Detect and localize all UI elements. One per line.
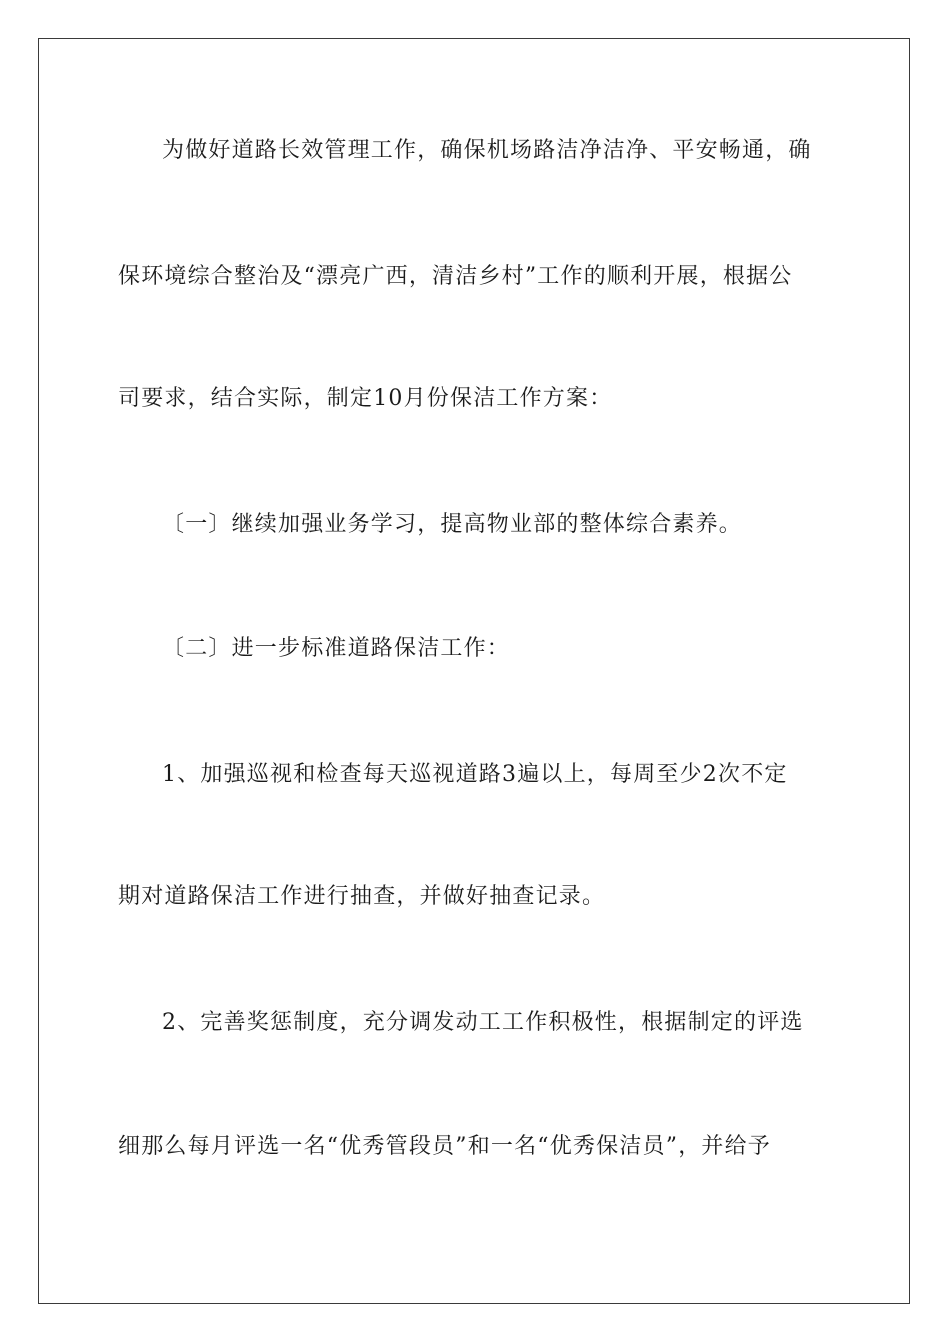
section-two-heading: 〔二〕进一步标准道路保洁工作： bbox=[162, 636, 511, 661]
paragraph-intro-line-1: 为做好道路长效管理工作，确保机场路洁净洁净、平安畅通，确 bbox=[162, 138, 812, 163]
paragraph-intro-line-2: 保环境综合整治及“漂亮广西，清洁乡村”工作的顺利开展，根据公 bbox=[118, 264, 793, 289]
page-border bbox=[38, 38, 910, 1304]
item-one-line-1: 1、加强巡视和检查每天巡视道路3遍以上，每周至少2次不定 bbox=[162, 762, 788, 787]
item-two-line-1: 2、完善奖惩制度，充分调发动工工作积极性，根据制定的评选 bbox=[162, 1010, 804, 1035]
paragraph-intro-line-3: 司要求，结合实际，制定10月份保洁工作方案： bbox=[118, 386, 613, 411]
item-one-line-2: 期对道路保洁工作进行抽查，并做好抽查记录。 bbox=[118, 884, 606, 909]
item-two-line-2: 细那么每月评选一名“优秀管段员”和一名“优秀保洁员”，并给予 bbox=[118, 1134, 771, 1159]
section-one-heading: 〔一〕继续加强业务学习，提高物业部的整体综合素养。 bbox=[162, 512, 743, 537]
